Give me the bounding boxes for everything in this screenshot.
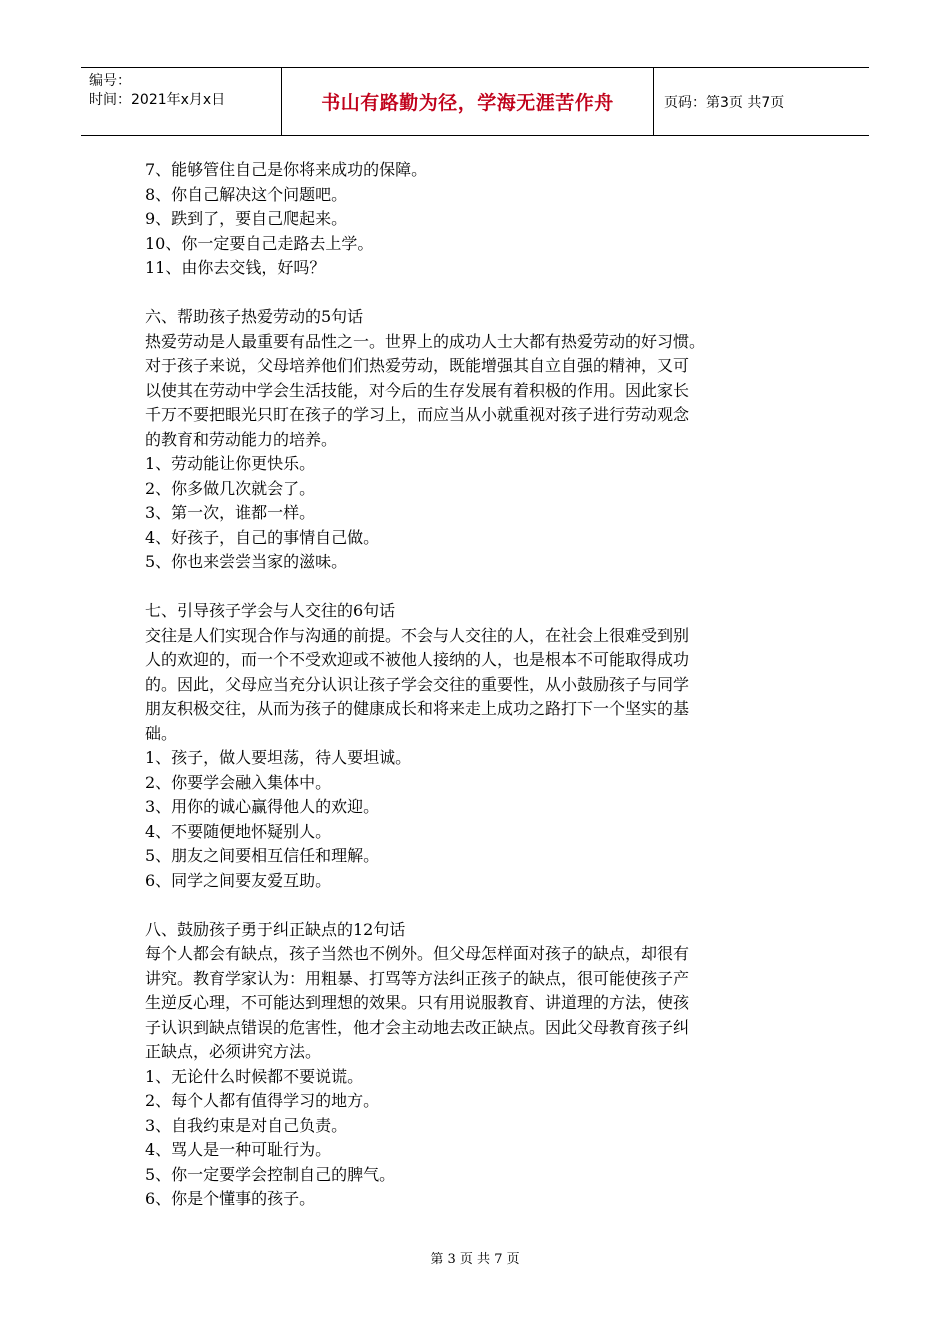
list-item: 4、骂人是一种可耻行为。 [145,1140,332,1159]
document-body [145,158,825,1212]
spacer [145,575,825,600]
header-page-label: 页码：第3页 共7页 [664,94,785,111]
list-item: 3、用你的诚心赢得他人的欢迎。 [145,797,380,816]
header-meta [81,68,282,135]
list-item: 1、劳动能让你更快乐。 [145,454,316,473]
list-item: 5、朋友之间要相互信任和理解。 [145,846,380,865]
list-item: 6、你是个懂事的孩子。 [145,1189,316,1208]
paragraph-line: 以使其在劳动中学会生活技能，对今后的生存发展有着积极的作用。因此家长 [145,380,690,400]
list-item: 2、你要学会融入集体中。 [145,772,332,792]
paragraph-line: 人的欢迎的，而一个不受欢迎或不被他人接纳的人，也是根本不可能取得成功 [145,650,690,669]
page-footer: 第 3 页 共 7 页 [430,1252,520,1267]
paragraph-line: 生逆反心理，不可能达到理想的效果。只有用说服教育、讲道理的方法，使孩 [145,993,690,1012]
section-title: 七、引导孩子学会与人交往的6句话 [145,601,396,620]
paragraph-line: 讲究。教育学家认为：用粗暴、打骂等方法纠正孩子的缺点，很可能使孩子产 [145,968,690,988]
section-title: 六、帮助孩子热爱劳动的5句话 [145,307,364,326]
section-title: 八、鼓励孩子勇于纠正缺点的12句话 [145,919,406,939]
list-item: 6、同学之间要友爱互助。 [145,870,332,890]
paragraph-line: 朋友积极交往，从而为孩子的健康成长和将来走上成功之路打下一个坚实的基 [145,699,690,718]
time-label: 时间：2021年x月x日 [89,92,226,108]
list-item: 8、你自己解决这个问题吧。 [145,184,348,204]
doc-number-label: 编号： [89,73,131,89]
list-item: 4、好孩子，自己的事情自己做。 [145,527,380,547]
list-item: 10、你一定要自己走路去上学。 [145,233,374,253]
list-item: 2、你多做几次就会了。 [145,478,316,498]
list-item: 7、能够管住自己是你将来成功的保障。 [145,160,428,179]
paragraph-line: 对于孩子来说，父母培养他们们热爱劳动，既能增强其自立自强的精神，又可 [145,356,690,375]
list-item: 3、自我约束是对自己负责。 [145,1115,348,1135]
spacer [145,281,825,306]
paragraph-line: 础。 [145,723,178,743]
list-item: 11、由你去交钱，好吗？ [145,258,326,277]
paragraph-line: 每个人都会有缺点，孩子当然也不例外。但父母怎样面对孩子的缺点，却很有 [145,944,690,963]
list-item: 1、孩子，做人要坦荡，待人要坦诚。 [145,748,412,767]
paragraph-line: 交往是人们实现合作与沟通的前提。不会与人交往的人，在社会上很难受到别 [145,625,690,645]
list-item: 2、每个人都有值得学习的地方。 [145,1091,380,1110]
list-item: 5、你一定要学会控制自己的脾气。 [145,1164,396,1184]
list-item: 5、你也来尝尝当家的滋味。 [145,552,348,571]
paragraph-line: 的教育和劳动能力的培养。 [145,429,338,449]
paragraph-line: 子认识到缺点错误的危害性，他才会主动地去改正缺点。因此父母教育孩子纠 [145,1017,690,1037]
list-item: 3、第一次，谁都一样。 [145,503,316,522]
list-item: 9、跌到了，要自己爬起来。 [145,209,348,228]
spacer [145,893,825,918]
page-header [81,67,869,136]
paragraph-line: 的。因此，父母应当充分认识让孩子学会交往的重要性，从小鼓励孩子与同学 [145,674,690,694]
list-item: 4、不要随便地怀疑别人。 [145,821,332,841]
paragraph-line: 千万不要把眼光只盯在孩子的学习上，而应当从小就重视对孩子进行劳动观念 [145,405,690,424]
header-motto: 书山有路勤为径，学海无涯苦作舟 [282,68,654,135]
list-item: 1、无论什么时候都不要说谎。 [145,1066,364,1086]
paragraph-line: 热爱劳动是人最重要有品性之一。世界上的成功人士大都有热爱劳动的好习惯。 [145,331,706,351]
paragraph-line: 正缺点，必须讲究方法。 [145,1042,322,1061]
